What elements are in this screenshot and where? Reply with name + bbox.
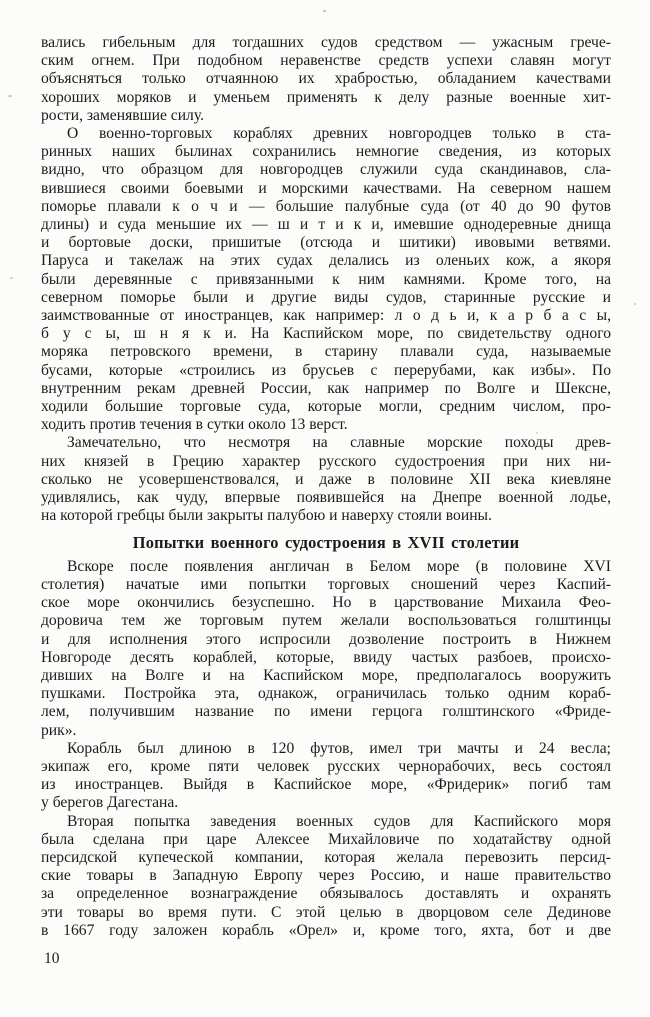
text-line: экипаж его, кроме пяти человек русских чернорабочих, весь состоял — [41, 757, 611, 775]
text-line: были деревянные с привязанными к ним камнями. Кроме того, на — [41, 270, 611, 288]
text-line: и бортовые доски, пришитые (отсюда и шитики) ивовыми ветвями. — [41, 234, 611, 252]
text-line: пушками. Постройка эта, однакож, ограничилась только одним кораб- — [41, 685, 611, 703]
scan-speck — [536, 432, 538, 434]
text-line: Паруса и такелаж на этих судах делались из оленьих кож, а якоря — [41, 252, 611, 270]
text-line: Замечательно, что несмотря на славные морские походы древ- — [67, 434, 611, 452]
scan-speck — [10, 277, 13, 279]
text-line: видно, что образцом для новгородцев служили суда скандинавов, сла- — [41, 161, 611, 179]
text-line: рик». — [41, 721, 77, 739]
text-line: на которой гребцы были закрыты палубою и наверху стояли воины. — [41, 507, 492, 525]
text-line: лем, получившим название по имени герцога голштинского «Фриде- — [41, 703, 611, 721]
text-line: длины) и суда меньшие их — ш и т и к и, имевшие однодеревные днища — [41, 216, 611, 234]
text-line: объясняться только отчаянною их храбростью, обладанием качествами — [41, 70, 611, 88]
text-line: вившиеся своими боевыми и морскими качествами. На северном нашем — [41, 179, 611, 197]
scan-speck — [634, 303, 636, 305]
text-line: за определенное вознаграждение обязывалось доставлять и охранять — [41, 885, 611, 903]
text-line: заимствованные от иностранцев, как например: л о д ь и, к а р б а с ы, — [41, 307, 611, 325]
text-line: столетия) начатые ими попытки торговых сношений через Каспий- — [41, 575, 611, 593]
text-line: у берегов Дагестана. — [41, 794, 179, 812]
paragraph — [41, 434, 611, 525]
text-line: ские товары в Западную Европу через Россию, и наше правительство — [41, 867, 611, 885]
scan-speck — [8, 95, 12, 97]
text-line: поморье плавали к о ч и — большие палубные суда (от 40 до 90 футов — [41, 197, 611, 215]
text-line: дивших на Волге и на Каспийском море, предполагалось вооружить — [41, 666, 611, 684]
paragraph — [41, 813, 611, 940]
paragraph — [41, 740, 611, 813]
text-line: них князей в Грецию характер русского судостроения при них ни- — [41, 452, 611, 470]
text-line: доровича тем же торговым путем желали воспользоваться голштинцы — [41, 612, 611, 630]
text-line: ринных наших былинах сохранились немногие сведения, из которых — [41, 143, 611, 161]
paragraph — [41, 125, 611, 434]
text-line: ское море окончились безуспешно. Но в царствование Михаила Фео- — [41, 594, 611, 612]
section-heading: Попытки военного судостроения в XVII столетии — [132, 533, 520, 553]
text-line: персидской купеческой компании, которая желала перевозить персид- — [41, 848, 611, 866]
text-line: эти товары во время пути. С этой целью в дворцовом селе Дединове — [41, 903, 611, 921]
paragraph — [41, 558, 611, 740]
paragraph — [41, 34, 611, 125]
text-line: хороших моряков и уменьем применять к делу разные военные хит- — [41, 88, 611, 106]
text-line: рости, заменявшие силу. — [41, 106, 204, 124]
text-line: б у с ы, ш н я к и. На Каспийском море, по свидетельству одного — [41, 325, 611, 343]
text-column — [41, 34, 611, 940]
text-line: в 1667 году заложен корабль «Орел» и, кроме того, яхта, бот и две — [41, 921, 611, 939]
text-line: Вторая попытка заведения военных судов для Каспийского моря — [67, 812, 611, 830]
text-line: удивлялись, как чуду, впервые появившейся на Днепре военной лодье, — [41, 489, 611, 507]
page-number: 10 — [44, 950, 60, 967]
text-line: Корабль был длиною в 120 футов, имел три мачты и 24 весла; — [67, 739, 611, 757]
text-line: Новгороде десять кораблей, которые, ввиду частых разбоев, происхо- — [41, 648, 611, 666]
text-line: О военно-торговых кораблях древних новгородцев только в ста- — [67, 125, 611, 143]
text-line: ходить против течения в сутки около 13 верст. — [41, 416, 348, 434]
text-line: и для исполнения этого испросили дозволение построить в Нижнем — [41, 630, 611, 648]
text-line: северном поморье были и другие виды судов, старинные русские и — [41, 288, 611, 306]
text-line: внутренним рекам древней России, как например по Волге и Шексне, — [41, 379, 611, 397]
text-line: ходили большие торговые суда, которые могли, средним числом, про- — [41, 398, 611, 416]
text-line: была сделана при царе Алексее Михайловиче по ходатайству одной — [41, 830, 611, 848]
text-line: из иностранцев. Выйдя в Каспийское море, «Фридерик» погиб там — [41, 776, 611, 794]
text-line: моряка петровского времени, в старину плавали суда, называемые — [41, 343, 611, 361]
scan-speck — [323, 10, 326, 12]
text-line: вались гибельным для тогдашних судов средством — ужасным грече- — [41, 34, 611, 51]
text-line: ским огнем. При подобном неравенстве средств успехи славян могут — [41, 52, 611, 70]
text-line: сколько не усовершенствовался, и даже в половине XII века киевляне — [41, 470, 611, 488]
text-line: бусами, которые «строились из брусьев с перерубами, как избы». По — [41, 361, 611, 379]
text-line: Вскоре после появления англичан в Белом море (в половине XVI — [67, 557, 611, 575]
